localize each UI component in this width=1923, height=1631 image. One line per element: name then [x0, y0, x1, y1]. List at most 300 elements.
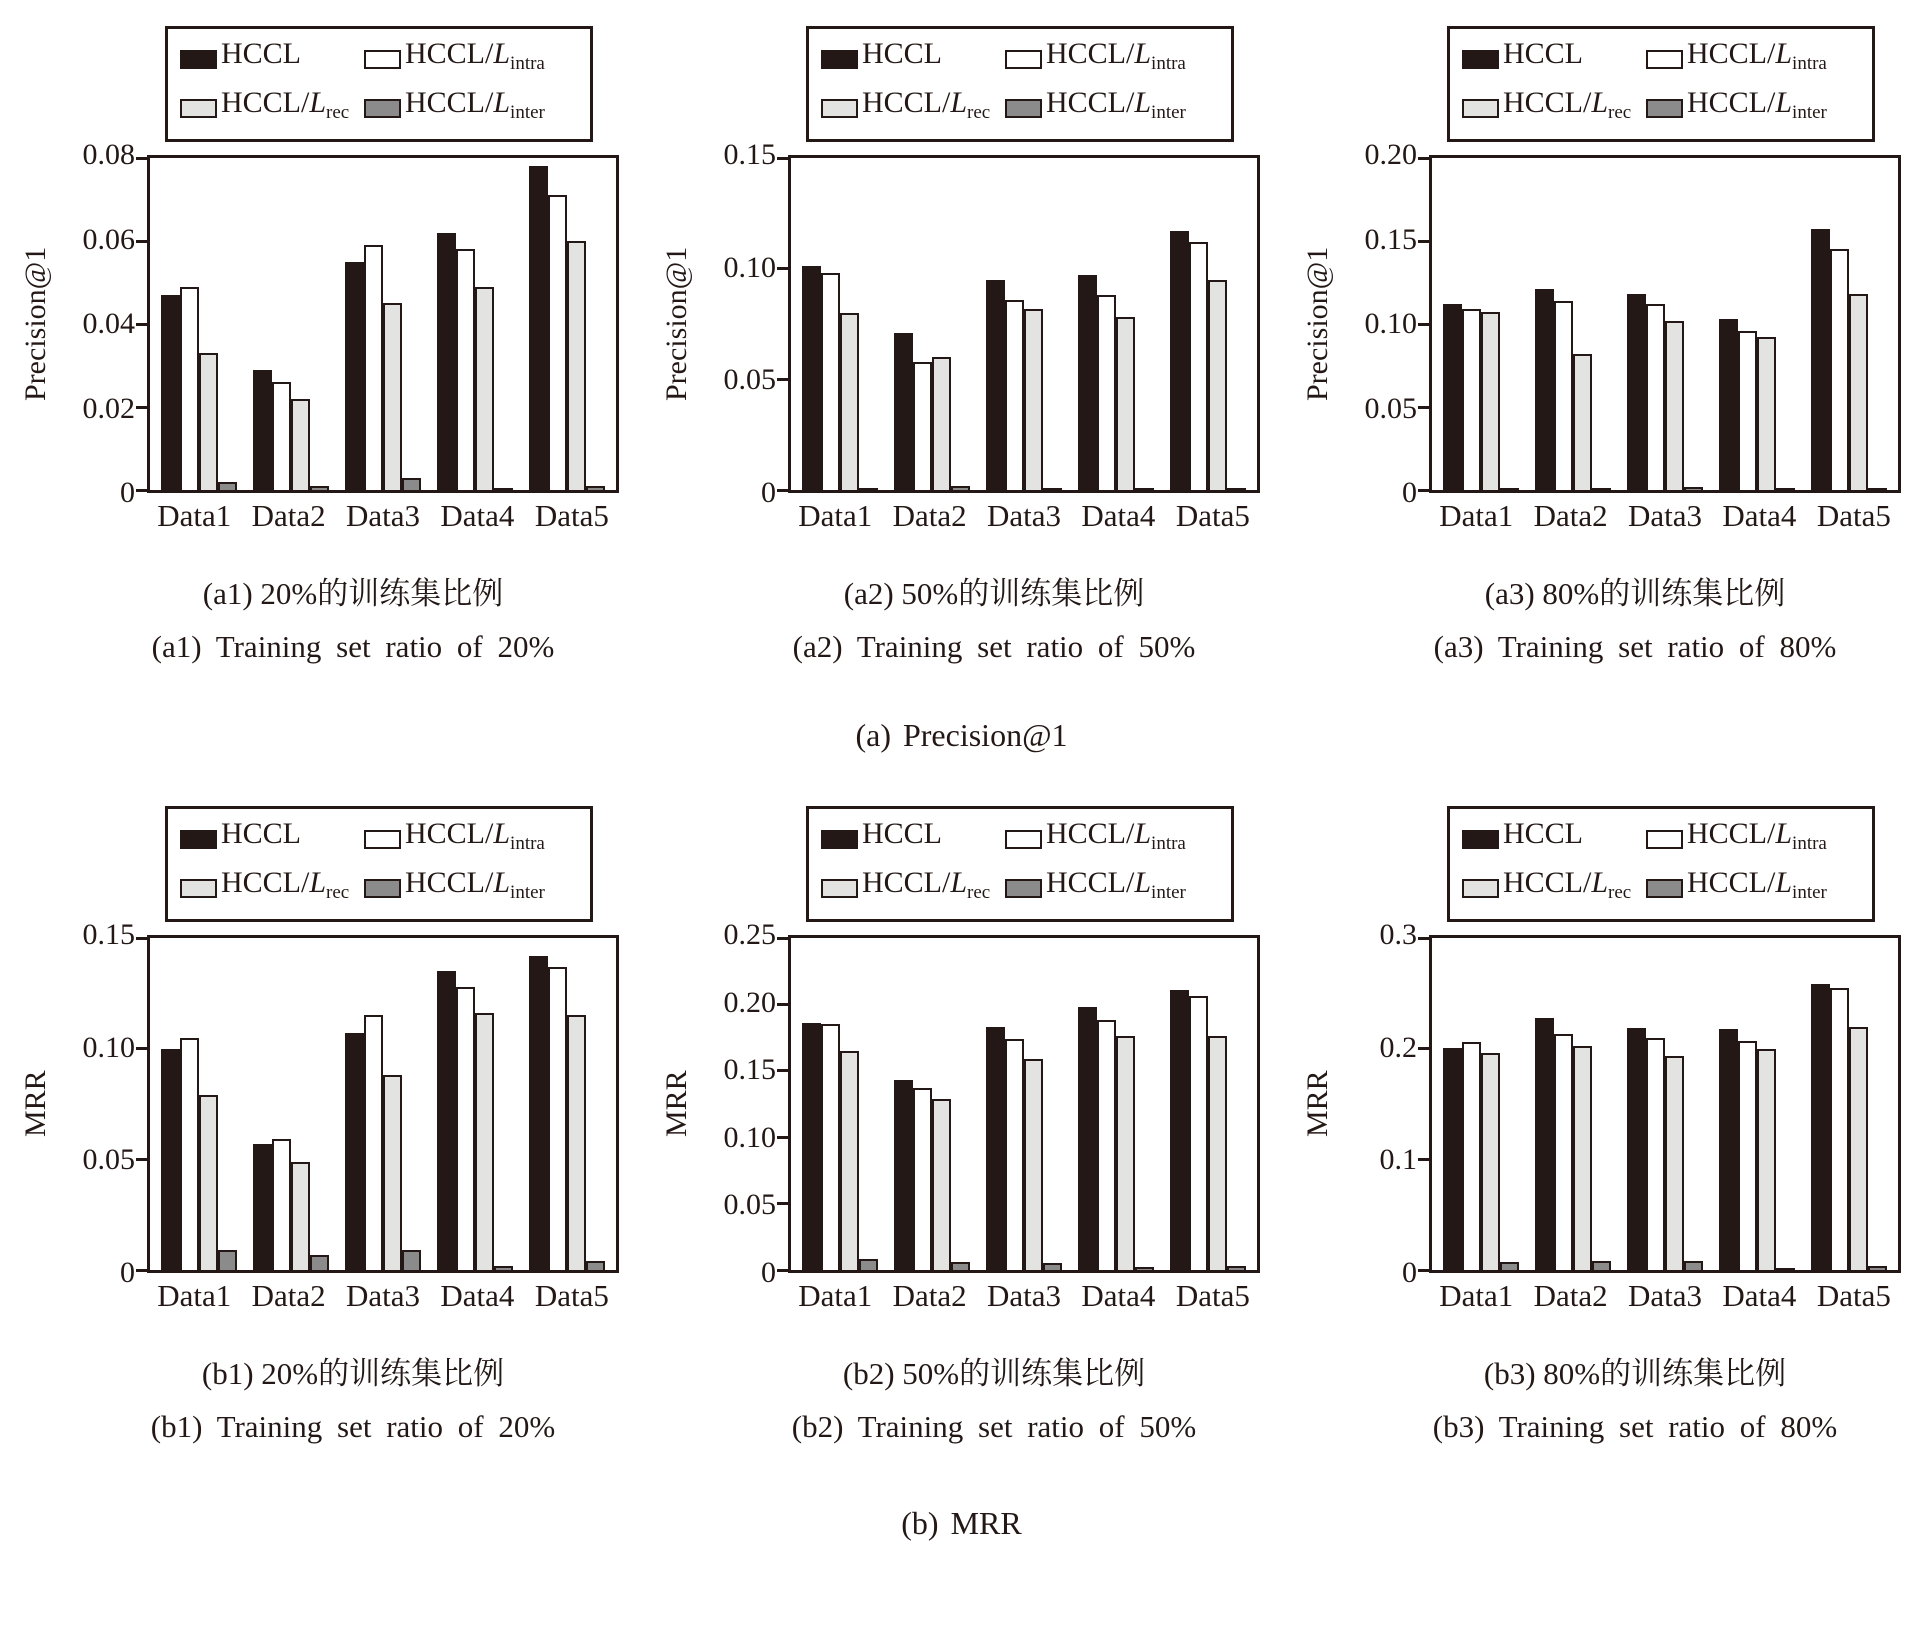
legend-swatch: [1005, 50, 1042, 69]
bar-hccl-inter: [586, 1261, 605, 1270]
bar-group-data2: [886, 158, 978, 490]
bar-hccl-inter: [1135, 1267, 1154, 1270]
y-tick-mark: [777, 1136, 788, 1139]
y-tick-label: 0: [1402, 1256, 1417, 1289]
bar-group-data3: [1619, 938, 1711, 1270]
y-tick-label: 0.3: [1379, 918, 1417, 951]
legend-label: [1046, 865, 1186, 911]
x-tick-label: Data3: [987, 498, 1062, 533]
plot-row: [1295, 918, 1910, 1289]
legend-box: [806, 806, 1234, 922]
x-tick-label: Data5: [1175, 498, 1250, 533]
y-axis-tick-labels: [1341, 918, 1429, 1289]
x-tick-label: Data2: [251, 1278, 326, 1313]
legend-swatch: [1005, 99, 1042, 118]
x-axis-labels: [1429, 498, 1901, 534]
legend-label-sub: inter: [510, 882, 545, 903]
caption-english: (b3) Training set ratio of 80%: [1432, 1409, 1838, 1444]
bar-hccl-inter: [1592, 488, 1611, 490]
legend-label-sub: rec: [326, 882, 350, 903]
bar-group-data5: [1162, 938, 1254, 1270]
legend-item: [1005, 85, 1221, 131]
y-tick-mark: [1418, 406, 1429, 409]
bar-hccl-rec: [383, 1075, 402, 1270]
bar-hccl-rec: [291, 399, 310, 490]
y-tick-mark: [1418, 1269, 1429, 1272]
legend-item: [1462, 865, 1646, 911]
legend-swatch: [1646, 879, 1683, 898]
bar-hccl-rec: [567, 241, 586, 490]
legend-label: [221, 36, 301, 82]
bar-hccl-inter: [1776, 1268, 1795, 1270]
bar-group-data4: [1711, 158, 1803, 490]
legend-label-main: HCCL/: [1687, 37, 1776, 70]
bar-group-data3: [337, 158, 429, 490]
y-tick-mark: [1418, 240, 1429, 243]
bar-group-data3: [337, 938, 429, 1270]
bar-hccl: [253, 1144, 272, 1270]
bar-hccl: [437, 233, 456, 490]
bar-hccl-rec: [840, 1051, 859, 1270]
legend-grid: [821, 816, 1221, 911]
x-tick-label: Data1: [798, 498, 873, 533]
bar-group-data2: [886, 938, 978, 1270]
legend-label: [1687, 865, 1827, 911]
legend-box: [165, 806, 593, 922]
legend-label-main: HCCL: [221, 817, 302, 850]
bar-group-data2: [1527, 938, 1619, 1270]
x-tick-label: Data3: [346, 1278, 421, 1313]
x-tick-label: Data5: [1816, 498, 1891, 533]
bar-hccl-rec: [1757, 1049, 1776, 1270]
bar-hccl-intra: [1738, 1041, 1757, 1270]
x-axis-labels: [147, 1278, 619, 1314]
x-axis-labels: [147, 498, 619, 534]
bar-hccl-inter: [951, 486, 970, 490]
y-axis-label: Precision@1: [660, 246, 693, 402]
bar-hccl: [1443, 304, 1462, 490]
legend-label: [1687, 816, 1827, 862]
legend-swatch: [1646, 99, 1683, 118]
legend-label-var: L: [1134, 37, 1152, 70]
plot-row: [13, 918, 628, 1289]
x-tick-label: Data5: [1816, 1278, 1891, 1313]
bar-hccl-intra: [456, 987, 475, 1270]
bar-hccl-inter: [1135, 488, 1154, 490]
y-tick-label: 0.15: [82, 918, 135, 951]
x-tick-label: Data3: [1628, 1278, 1703, 1313]
legend-item: [364, 36, 580, 82]
legend-swatch: [180, 99, 217, 118]
legend-label-sub: intra: [510, 833, 545, 854]
y-tick-mark: [1418, 1158, 1429, 1161]
legend-item: [1462, 816, 1646, 862]
bar-hccl-intra: [364, 245, 383, 490]
legend-label-main: HCCL/: [405, 817, 494, 850]
bar-hccl-rec: [1116, 317, 1135, 490]
legend-label-var: L: [493, 817, 511, 850]
legend-label: [862, 85, 990, 131]
legend-label-var: L: [1775, 817, 1793, 850]
y-axis-label: MRR: [660, 1070, 693, 1138]
bar-hccl-inter: [1227, 488, 1246, 490]
legend-box: [1447, 806, 1875, 922]
legend-swatch: [180, 830, 217, 849]
y-tick-label: 0: [120, 1256, 135, 1289]
chart-row-b: [0, 806, 1923, 1445]
bar-hccl-intra: [1554, 1034, 1573, 1270]
legend-swatch: [364, 830, 401, 849]
legend-label-main: HCCL: [862, 817, 943, 850]
bar-group-data3: [978, 158, 1070, 490]
y-tick-mark: [777, 157, 788, 160]
bar-hccl-intra: [1005, 300, 1024, 490]
bar-group-data5: [1803, 938, 1895, 1270]
y-axis-label: Precision@1: [19, 246, 52, 402]
bar-hccl-inter: [859, 1259, 878, 1270]
y-tick-mark: [1418, 937, 1429, 940]
chart-row-a: [0, 26, 1923, 665]
x-tick-label: Data1: [798, 1278, 873, 1313]
legend-label: [1503, 36, 1583, 82]
y-tick-mark: [777, 378, 788, 381]
legend-label-main: HCCL/: [862, 86, 951, 119]
bar-hccl-intra: [821, 273, 840, 490]
bar-hccl-intra: [1462, 1042, 1481, 1270]
legend-label: [405, 36, 545, 82]
caption-chinese: (a3) 80%的训练集比例: [1484, 576, 1786, 611]
bar-hccl-rec: [1573, 1046, 1592, 1270]
bar-group-data3: [978, 938, 1070, 1270]
caption-chinese: (a1) 20%的训练集比例: [202, 576, 504, 611]
x-tick-label: Data4: [1722, 1278, 1797, 1313]
bar-hccl-inter: [310, 1255, 329, 1270]
bar-hccl-rec: [475, 287, 494, 490]
bar-hccl: [1811, 229, 1830, 490]
bar-group-data4: [1070, 158, 1162, 490]
y-tick-label: 0.10: [1364, 307, 1417, 340]
bar-hccl-rec: [1116, 1036, 1135, 1270]
legend-swatch: [821, 50, 858, 69]
legend-item: [1462, 36, 1646, 82]
x-tick-label: Data3: [346, 498, 421, 533]
legend-label: [862, 865, 990, 911]
bar-hccl-intra: [913, 1088, 932, 1270]
y-tick-label: 0.15: [723, 1053, 776, 1087]
y-tick-mark: [777, 1003, 788, 1006]
bars-container: [791, 938, 1257, 1270]
x-tick-label: Data1: [1439, 1278, 1514, 1313]
bar-group-data3: [1619, 158, 1711, 490]
bar-hccl-inter: [402, 478, 421, 490]
legend-label-main: HCCL/: [405, 86, 494, 119]
x-tick-label: Data4: [1081, 1278, 1156, 1313]
bar-hccl-rec: [567, 1015, 586, 1270]
bar-hccl-rec: [932, 1099, 951, 1270]
x-tick-label: Data4: [1081, 498, 1156, 533]
bar-hccl: [253, 370, 272, 490]
legend-label-sub: rec: [1608, 882, 1632, 903]
bar-hccl: [1535, 289, 1554, 490]
plot-area: [1429, 935, 1901, 1273]
legend-item: [821, 85, 1005, 131]
legend-label-sub: inter: [1151, 882, 1186, 903]
bar-hccl-intra: [1554, 301, 1573, 490]
legend-item: [1646, 85, 1862, 131]
x-tick-label: Data4: [1722, 498, 1797, 533]
bar-hccl-intra: [1646, 1038, 1665, 1270]
legend-item: [1005, 36, 1221, 82]
x-tick-label: Data3: [1628, 498, 1703, 533]
legend-item: [1462, 85, 1646, 131]
legend-label-sub: inter: [510, 102, 545, 123]
bar-hccl-intra: [180, 287, 199, 490]
x-axis-labels: [1429, 1278, 1901, 1314]
bar-hccl-rec: [840, 313, 859, 490]
caption-english: (b2) Training set ratio of 50%: [791, 1409, 1197, 1444]
legend-grid: [821, 36, 1221, 131]
legend-item: [180, 85, 364, 131]
legend-label-sub: inter: [1792, 882, 1827, 903]
bar-hccl-inter: [1684, 1261, 1703, 1270]
legend-label-var: L: [309, 866, 327, 899]
legend-label-main: HCCL/: [1046, 866, 1135, 899]
y-axis-tick-labels: [700, 138, 788, 509]
y-tick-label: 0.04: [82, 307, 135, 340]
x-tick-label: Data5: [1175, 1278, 1250, 1313]
bar-hccl: [345, 262, 364, 490]
legend-item: [1646, 36, 1862, 82]
legend-item: [821, 36, 1005, 82]
bar-group-data1: [153, 158, 245, 490]
legend-swatch: [1646, 50, 1683, 69]
y-tick-label: 0.15: [723, 138, 776, 171]
legend-label: [221, 865, 349, 911]
legend-swatch: [180, 50, 217, 69]
chart-panel-b1: [13, 806, 628, 1445]
bar-hccl-rec: [932, 357, 951, 490]
bar-hccl-inter: [1500, 488, 1519, 490]
bar-hccl-rec: [1665, 1056, 1684, 1270]
legend-item: [180, 816, 364, 862]
bar-hccl-inter: [1043, 488, 1062, 490]
bar-group-data4: [1070, 938, 1162, 1270]
legend-item: [180, 36, 364, 82]
bar-hccl: [529, 956, 548, 1270]
legend-box: [1447, 26, 1875, 142]
legend-label-main: HCCL: [1503, 37, 1584, 70]
legend-label: [405, 816, 545, 862]
legend-label-var: L: [1134, 817, 1152, 850]
legend-item: [364, 816, 580, 862]
bar-group-data2: [1527, 158, 1619, 490]
legend-swatch: [180, 879, 217, 898]
bar-hccl: [161, 295, 180, 490]
legend-label-main: HCCL/: [1046, 817, 1135, 850]
y-tick-label: 0.25: [723, 918, 776, 951]
bar-hccl-intra: [1462, 309, 1481, 490]
caption-chinese: (b3) 80%的训练集比例: [1483, 1356, 1787, 1391]
bar-hccl: [1719, 1029, 1738, 1270]
legend-label-main: HCCL/: [1503, 866, 1592, 899]
plot-row: [654, 918, 1269, 1289]
plot-area: [1429, 155, 1901, 493]
legend-label: [1503, 865, 1631, 911]
x-tick-label: Data2: [892, 498, 967, 533]
y-tick-mark: [136, 1158, 147, 1161]
legend-label: [1503, 816, 1583, 862]
x-tick-label: Data2: [251, 498, 326, 533]
y-tick-mark: [136, 489, 147, 492]
bar-group-data4: [429, 938, 521, 1270]
legend-label-var: L: [1775, 37, 1793, 70]
legend-item: [364, 85, 580, 131]
y-tick-label: 0: [761, 476, 776, 509]
legend-label-main: HCCL/: [1687, 817, 1776, 850]
legend-label-var: L: [493, 86, 511, 119]
legend-item: [1646, 865, 1862, 911]
x-axis-labels: [788, 498, 1260, 534]
legend-label: [1046, 85, 1186, 131]
caption-english: (a1) Training set ratio of 20%: [151, 629, 555, 664]
bar-hccl-intra: [1005, 1039, 1024, 1270]
legend-swatch: [364, 50, 401, 69]
caption-chinese: (b1) 20%的训练集比例: [201, 1356, 505, 1391]
legend-item: [1646, 816, 1862, 862]
y-tick-mark: [136, 240, 147, 243]
bars-container: [1432, 938, 1898, 1270]
bar-hccl-intra: [548, 967, 567, 1270]
legend-label-var: L: [1591, 86, 1609, 119]
y-axis-label: MRR: [1301, 1070, 1334, 1138]
legend-label-main: HCCL: [221, 37, 302, 70]
legend-grid: [1462, 816, 1862, 911]
legend-label-var: L: [1591, 866, 1609, 899]
bar-group-data1: [794, 938, 886, 1270]
y-tick-label: 0.05: [723, 363, 776, 397]
y-tick-label: 0: [1402, 476, 1417, 509]
legend-label: [862, 816, 942, 862]
bar-hccl-inter: [310, 486, 329, 490]
x-tick-label: Data2: [1533, 498, 1608, 533]
section-label-a: (a) Precision@1: [855, 717, 1068, 753]
y-tick-mark: [136, 937, 147, 940]
plot-area: [147, 155, 619, 493]
legend-label-var: L: [950, 866, 968, 899]
legend-label-var: L: [1775, 86, 1793, 119]
chart-panel-b2: [654, 806, 1269, 1445]
caption-english: (a3) Training set ratio of 80%: [1433, 629, 1837, 664]
chart-panel-b3: [1295, 806, 1910, 1445]
legend-item: [821, 816, 1005, 862]
y-tick-label: 0.20: [723, 985, 776, 1019]
y-tick-mark: [1418, 489, 1429, 492]
y-tick-label: 0.05: [723, 1188, 776, 1222]
bar-hccl-rec: [199, 353, 218, 490]
bar-group-data4: [429, 158, 521, 490]
bar-hccl-intra: [272, 382, 291, 490]
legend-swatch: [1462, 879, 1499, 898]
y-tick-label: 0: [120, 476, 135, 509]
bar-hccl-inter: [1684, 487, 1703, 490]
bar-hccl-inter: [218, 482, 237, 490]
chart-panel-a2: [654, 26, 1269, 665]
bars-container: [150, 938, 616, 1270]
y-tick-mark: [1418, 157, 1429, 160]
legend-label: [221, 816, 301, 862]
legend-box: [806, 26, 1234, 142]
legend-label-sub: rec: [1608, 102, 1632, 123]
bar-hccl-intra: [1189, 242, 1208, 490]
bar-hccl-intra: [456, 249, 475, 490]
bar-hccl-intra: [1830, 988, 1849, 1270]
bar-hccl-intra: [364, 1015, 383, 1270]
y-tick-mark: [136, 1047, 147, 1050]
bar-hccl-rec: [475, 1013, 494, 1270]
legend-item: [821, 865, 1005, 911]
y-tick-label: 0.05: [1364, 391, 1417, 425]
bar-hccl-intra: [180, 1038, 199, 1270]
legend-box: [165, 26, 593, 142]
plot-area: [788, 155, 1260, 493]
bar-hccl-rec: [1757, 337, 1776, 490]
bar-hccl-intra: [913, 362, 932, 490]
bar-hccl-inter: [1043, 1263, 1062, 1270]
bar-hccl: [1719, 319, 1738, 490]
y-tick-mark: [136, 406, 147, 409]
legend-label: [1687, 85, 1827, 131]
legend-label-sub: rec: [967, 102, 991, 123]
legend-label-main: HCCL/: [862, 866, 951, 899]
x-axis-labels: [788, 1278, 1260, 1314]
bar-hccl-inter: [586, 486, 605, 490]
bar-hccl-rec: [1481, 1053, 1500, 1270]
y-tick-label: 0.06: [82, 222, 135, 256]
y-tick-label: 0.15: [1364, 222, 1417, 256]
bar-hccl-inter: [494, 488, 513, 490]
bar-hccl-inter: [1227, 1266, 1246, 1270]
bar-group-data1: [794, 158, 886, 490]
legend-label-var: L: [950, 86, 968, 119]
bar-hccl-inter: [1592, 1261, 1611, 1270]
legend-label-main: HCCL/: [405, 866, 494, 899]
bar-hccl: [161, 1049, 180, 1270]
bar-hccl-rec: [199, 1095, 218, 1270]
x-tick-label: Data5: [534, 498, 609, 533]
bar-group-data1: [153, 938, 245, 1270]
y-tick-mark: [136, 157, 147, 160]
x-tick-label: Data1: [157, 498, 232, 533]
legend-swatch: [1462, 99, 1499, 118]
caption-chinese: (a2) 50%的训练集比例: [843, 576, 1145, 611]
y-tick-mark: [1418, 323, 1429, 326]
bar-group-data5: [521, 938, 613, 1270]
legend-grid: [180, 816, 580, 911]
bar-hccl-intra: [548, 195, 567, 490]
legend-label-main: HCCL/: [1687, 866, 1776, 899]
bar-hccl-rec: [291, 1162, 310, 1270]
bars-container: [150, 158, 616, 490]
y-tick-label: 0: [761, 1256, 776, 1289]
bar-hccl: [1443, 1048, 1462, 1270]
bar-hccl-rec: [1573, 354, 1592, 490]
plot-area: [788, 935, 1260, 1273]
bar-hccl: [1170, 231, 1189, 490]
bar-hccl-intra: [1097, 295, 1116, 490]
bar-hccl: [802, 266, 821, 490]
y-tick-label: 0.02: [82, 391, 135, 425]
y-tick-label: 0.08: [82, 138, 135, 171]
